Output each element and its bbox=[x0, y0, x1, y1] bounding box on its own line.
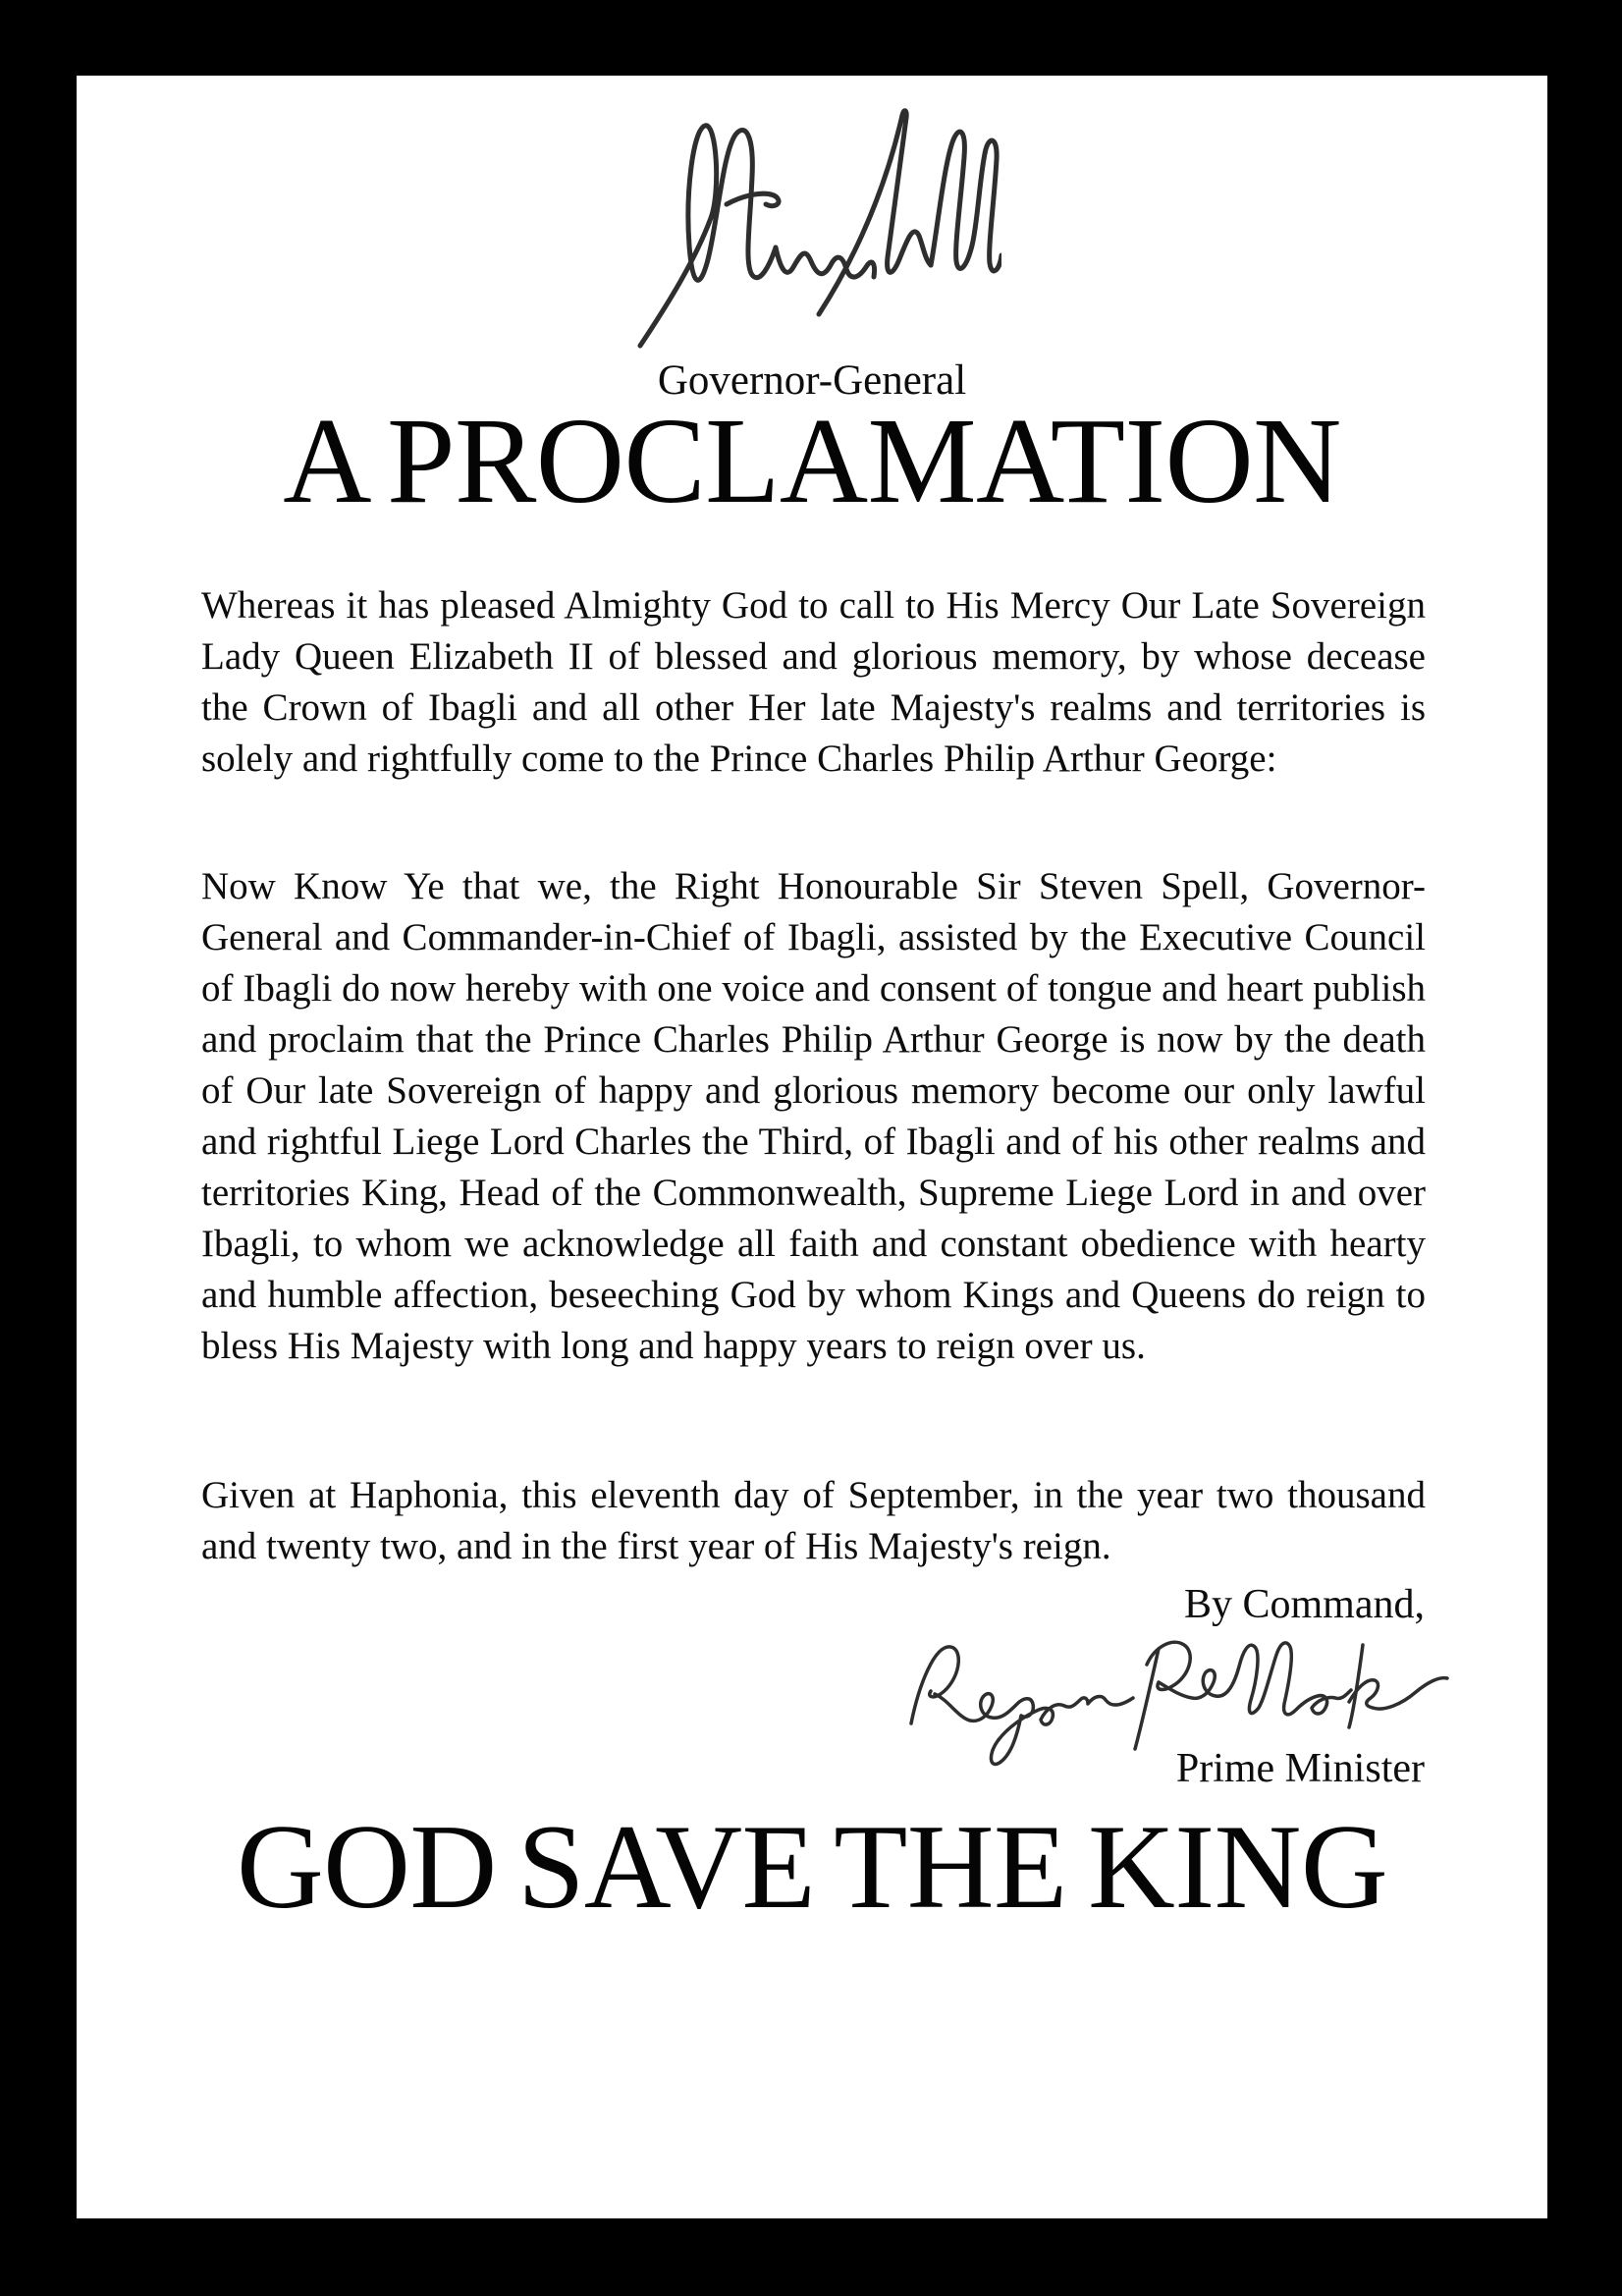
governor-general-caption: Governor-General bbox=[657, 357, 967, 404]
motto-god-save-the-king: GOD SAVE THE KING bbox=[236, 1799, 1388, 1934]
paragraph-proclaim: Now Know Ye that we, the Right Honourable Sir Steven Spell, Governor-General and Commander-in-Chief of Ibagli, assisted by the Executive Council of Ibagli do now hereby with one voice and consent of tongue and heart publish and proclaim that the Prince Charles Philip Arthur George is now by the death of Our late Sovereign of happy and glorious memory become our only lawful and rightful Liege Lord Charles the Third, of Ibagli and of his other realms and territories King, Head of the Commonwealth, Supreme Liege Lord in and over Ibagli, to whom we acknowledge all faith and constant obedience with hearty and humble affection, beseeching God by whom Kings and Queens do reign to bless His Majesty with long and happy years to reign over us. bbox=[201, 865, 1426, 1367]
page-title: A PROCLAMATION bbox=[283, 394, 1341, 529]
signature-governor-general bbox=[628, 98, 1001, 349]
paragraph-given-at: Given at Haphonia, this eleventh day of September, in the year two thousand and twenty two, and in the first year of His Majesty's reign. bbox=[201, 1474, 1426, 1567]
proclamation-page bbox=[77, 76, 1547, 2218]
signature-governor-general-strokes bbox=[628, 98, 1001, 349]
prime-minister-caption: Prime Minister bbox=[1175, 1746, 1425, 1791]
paragraph-whereas: Whereas it has pleased Almighty God to call to His Mercy Our Late Sovereign Lady Queen Elizabeth II of blessed and glorious memory, by whose decease the Crown of Ibagli and all other Her late Majesty's realms and territories is solely and rightfully come to the Prince Charles Philip Arthur George: bbox=[201, 584, 1426, 780]
by-command-line: By Command, bbox=[1183, 1582, 1425, 1627]
